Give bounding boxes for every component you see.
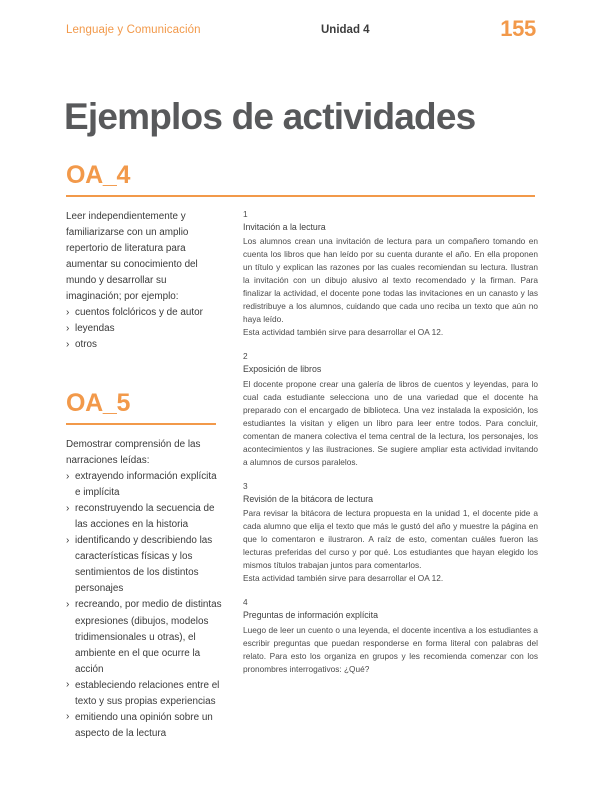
activity-item [243, 596, 538, 675]
activity-title: Revisión de la bitácora de lectura [243, 493, 374, 504]
list-item: › emitiendo una opinión sobre un aspecto de la lectura [66, 710, 224, 742]
page-number: 155 [500, 16, 536, 41]
list-item: › reconstruyendo la secuencia de las acciones en la historia [66, 501, 224, 533]
running-header [66, 16, 536, 42]
activity-number: 1 [243, 209, 248, 219]
oa-divider-oa4 [66, 195, 535, 197]
activity-note: Esta actividad también sirve para desarrollar el OA 12. [243, 573, 444, 584]
list-item: › cuentos folclóricos y de autor [66, 305, 224, 321]
objective-list-oa5 [66, 469, 224, 742]
activity-body: Para revisar la bitácora de lectura propuesta en la unidad 1, el docente pide a cada alumno que elija el texto que más le gustó del año y muestre la página en que lo comentaron e ilustraron. A raíz de esto, comentan cuáles fueron las lecturas preferidas del curso y por qué. Los estudiantes que hayan elegido los mismos títulos trabajan juntos para comentarlos. [243, 508, 538, 571]
activity-item [243, 350, 538, 468]
list-item: › extrayendo información explícita e implícita [66, 469, 224, 501]
activity-title: Exposición de libros [243, 364, 322, 375]
header-subject: Lenguaje y Comunicación [66, 24, 201, 36]
objective-text-oa5 [66, 437, 224, 742]
list-item: › recreando, por medio de distintas expresiones (dibujos, modelos tridimensionales u otras), el ambiente en el que ocurre la acción [66, 597, 224, 677]
objective-list-oa4 [66, 305, 224, 353]
activity-body: Luego de leer un cuento o una leyenda, el docente incentiva a los estudiantes a escribir preguntas que puedan responderse en forma literal con palabras del relato. Para esto los organiza en grupos y les recomienda comenzar con los pronombres interrogativos: ¿Qué? [243, 624, 538, 674]
header-unit: Unidad 4 [321, 24, 370, 36]
activity-number: 4 [243, 597, 248, 608]
list-item: › otros [66, 337, 224, 353]
objective-text-oa4 [66, 209, 224, 353]
list-item: › identificando y describiendo las características físicas y los sentimientos de los distintos personajes [66, 533, 224, 597]
activity-title: Invitación a la lectura [243, 222, 326, 233]
activity-note: Esta actividad también sirve para desarrollar el OA 12. [243, 327, 444, 338]
list-item: › estableciendo relaciones entre el texto y sus propias experiencias [66, 678, 224, 710]
list-item: › leyendas [66, 321, 224, 337]
oa-code-oa4: OA_4 [66, 161, 131, 189]
activity-number: 2 [243, 351, 248, 362]
objective-intro-oa5: Demostrar comprensión de las narraciones leídas: [66, 439, 201, 467]
activity-body: Los alumnos crean una invitación de lectura para un compañero tomando en cuenta los libros que han leído por su cuenta durante el año. En ella proponen un título y explican las razones por las cuales recomiendan su lectura. Ilustran la invitación con un dibujo alusivo al texto recomendado y la firman. Para finalizar la actividad, el docente pone todas las invitaciones en un canasto y las redistribuye a los alumnos, cuidando que cada uno reciba un texto que aún no haya leído. [243, 236, 538, 325]
oa-divider-oa5 [66, 423, 216, 425]
page-title: Ejemplos de actividades [64, 96, 476, 137]
objective-intro-oa4: Leer independientemente y familiarizarse con un amplio repertorio de literatura para aumentar su conocimiento del mundo y desarrollar su imaginación; por ejemplo: [66, 211, 198, 303]
activity-number: 3 [243, 480, 248, 491]
activity-body: El docente propone crear una galería de libros de cuentos y leyendas, para lo cual cada estudiante selecciona uno de una variedad que el docente ha preparado con el encargado de biblioteca. Una vez instalada la exposición, los estudiantes la visitan y eligen un libro para leer entre todos. Para concluir, comentan de manera colectiva el tema central de la lectura, los personajes, los acontecimientos y las ilustraciones. Se sugiere ampliar esta actividad invitando a alumnos de cursos paralelos. [243, 378, 538, 467]
activity-item [243, 208, 538, 339]
activity-title: Preguntas de información explícita [243, 610, 378, 621]
activities-column [243, 208, 538, 687]
oa-code-oa5: OA_5 [66, 389, 131, 417]
activity-item [243, 480, 538, 585]
